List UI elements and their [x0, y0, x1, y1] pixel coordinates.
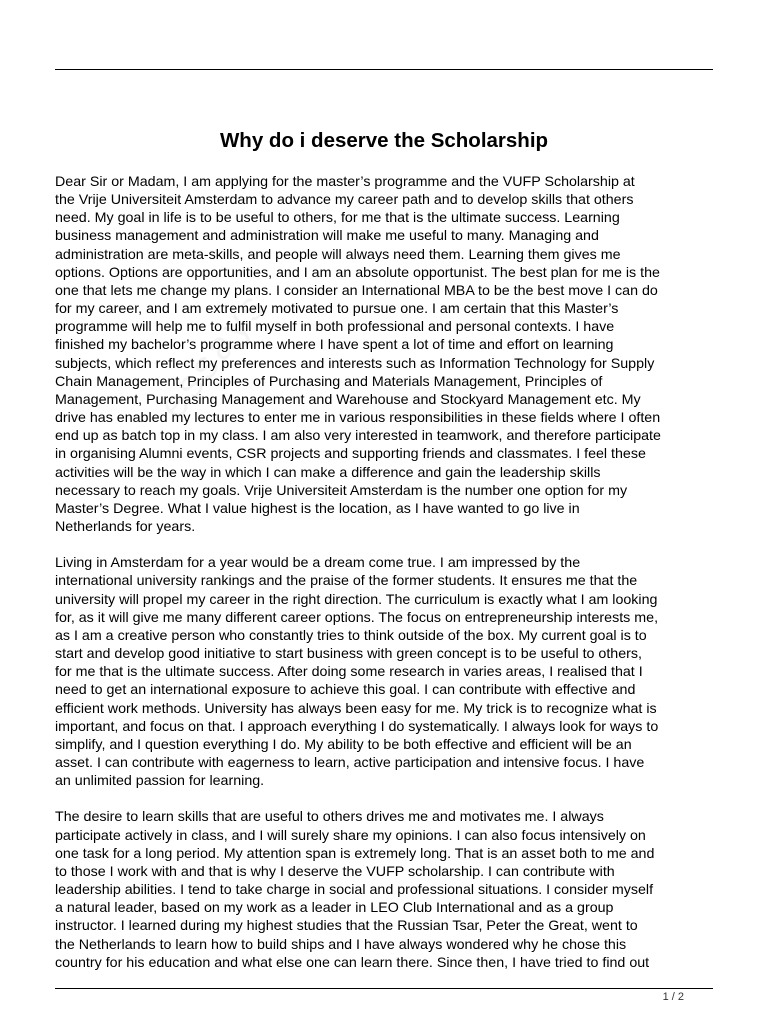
text-line: for my career, and I am extremely motivated to pursue one. I am certain that this Master’s	[55, 301, 619, 318]
text-line: a natural leader, based on my work as a leader in LEO Club International and as a group	[55, 900, 614, 917]
text-line: Chain Management, Principles of Purchasing and Materials Management, Principles of	[55, 373, 603, 390]
text-line: international university rankings and the praise of the former students. It ensures me that the	[55, 573, 638, 590]
text-line: as I am a creative person who constantly tries to think outside of the box. My current goal is to	[55, 627, 647, 644]
text-line: Dear Sir or Madam, I am applying for the master’s programme and the VUFP Scholarship at	[55, 174, 635, 190]
text-line: the Netherlands to learn how to build ships and I have always wondered why he chose this	[55, 936, 627, 953]
text-line: important, and focus on that. I approach everything I do systematically. I always look for ways to	[55, 718, 659, 735]
text-line: Netherlands for years.	[55, 518, 196, 535]
text-line: programme will help me to fulfil myself in both professional and personal contexts. I have	[55, 319, 615, 336]
text-line: business management and administration will make me useful to many. Managing and	[55, 228, 599, 245]
text-line: activities will be the way in which I can make a difference and gain the leadership skills	[55, 464, 601, 481]
document-body	[55, 173, 720, 990]
text-line: Living in Amsterdam for a year would be a dream come true. I am impressed by the	[55, 555, 581, 572]
text-line: necessary to reach my goals. Vrije Universiteit Amsterdam is the number one option for my	[55, 482, 628, 499]
text-line: for me that is the ultimate success. After doing some research in varies areas, I realised that I	[55, 664, 643, 681]
text-line: finished my bachelor’s programme where I have spent a lot of time and effort on learning	[55, 337, 614, 354]
text-line: participate actively in class, and I will surely share my opinions. I can also focus intensively on	[55, 827, 646, 844]
text-line: the Vrije Universiteit Amsterdam to advance my career path and to develop skills that others	[55, 192, 634, 209]
text-line: administration are meta-skills, and people will always need them. Learning them gives me	[55, 246, 621, 263]
text-line: one task for a long period. My attention span is extremely long. That is an asset both to me and	[55, 845, 655, 862]
text-line: asset. I can contribute with eagerness to learn, active participation and intensive focus. I have	[55, 754, 645, 771]
paragraph-3	[55, 808, 720, 971]
text-line: for, as it will give me many different career options. The focus on entrepreneurship interests me,	[55, 609, 659, 626]
paragraph-2	[55, 554, 720, 790]
text-line: subjects, which reflect my preferences and interests such as Information Technology for Supply	[55, 355, 655, 372]
text-line: simplify, and I question everything I do. My ability to be both effective and efficient will be an	[55, 736, 632, 753]
document-title: Why do i deserve the Scholarship	[219, 129, 549, 152]
header-rule	[55, 69, 713, 70]
text-line: Management, Purchasing Management and Warehouse and Stockyard Management etc. My	[55, 391, 641, 408]
text-line: drive has enabled my lectures to enter me in various responsibilities in these fields where I often	[55, 410, 661, 427]
text-line: start and develop good initiative to start business with green concept is to be useful to others,	[55, 646, 642, 663]
text-line: need to get an international exposure to achieve this goal. I can contribute with effective and	[55, 682, 636, 699]
text-line: options. Options are opportunities, and I am an absolute opportunist. The best plan for me is the	[55, 264, 660, 281]
footer-rule	[55, 988, 713, 989]
text-line: an unlimited passion for learning.	[55, 773, 265, 790]
text-line: end up as batch top in my class. I am also very interested in teamwork, and therefore participate	[55, 428, 661, 445]
text-line: university will propel my career in the right direction. The curriculum is exactly what I am looking	[55, 591, 658, 608]
text-line: need. My goal in life is to be useful to others, for me that is the ultimate success. Learning	[55, 210, 620, 227]
text-line: to those I work with and that is why I deserve the VUFP scholarship. I can contribute with	[55, 863, 615, 880]
text-line: leadership abilities. I tend to take charge in social and professional situations. I consider myself	[55, 882, 654, 899]
text-line: Master’s Degree. What I value highest is the location, as I have wanted to go live in	[55, 500, 580, 517]
text-line: one that lets me change my plans. I consider an International MBA to be the best move I can do	[55, 282, 658, 299]
text-line: in organising Alumni events, CSR projects and supporting friends and classmates. I feel these	[55, 446, 646, 463]
text-line: country for his education and what else one can learn there. Since then, I have tried to find out	[55, 954, 650, 971]
page-number: 1 / 2	[662, 991, 684, 1003]
text-line: instructor. I learned during my highest studies that the Russian Tsar, Peter the Great, went to	[55, 918, 638, 935]
paragraph-1	[55, 173, 720, 536]
text-line: efficient work methods. University has always been easy for me. My trick is to recognize what is	[55, 700, 657, 717]
text-line: The desire to learn skills that are useful to others drives me and motivates me. I always	[55, 809, 604, 826]
